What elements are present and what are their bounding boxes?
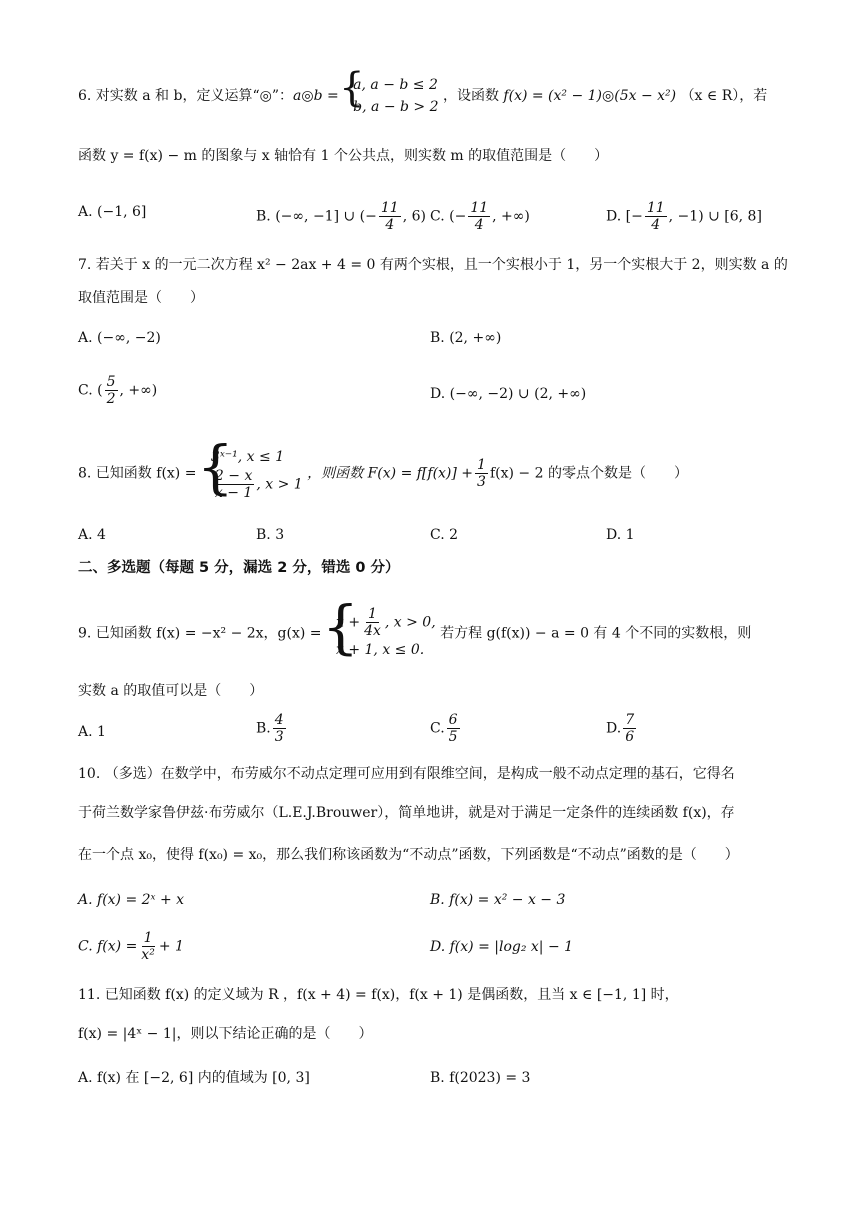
q6-d-frac-num: 11 (646, 200, 665, 216)
q8-third-num: 1 (477, 457, 486, 473)
q10-option-a[interactable]: A. f(x) = 2ˣ + x (78, 892, 185, 908)
q6-d-post: , −1) ∪ [6, 8] (668, 208, 762, 225)
q6-option-d[interactable] (606, 200, 762, 233)
q10-c-frac (139, 930, 157, 963)
q7-c-den: 2 (106, 391, 116, 407)
q10-c-num: 1 (143, 930, 153, 946)
q8-option-a[interactable]: A. 4 (78, 527, 106, 543)
q6-stem-b: ，设函数 (442, 88, 499, 104)
q7-c-pre: C. ( (78, 382, 103, 399)
q9-case1-post: , x > 0, (384, 614, 436, 631)
q9-option-c[interactable] (430, 712, 462, 745)
q10-line2: 于荷兰数学家鲁伊兹·布劳威尔（L.E.J.Brouwer），简单地讲，就是对于满足一定条件的连续函数 f(x)，存 (78, 805, 735, 821)
q6-c-pre: C. (− (430, 208, 467, 225)
q11-line2: f(x) = |4ˣ − 1|，则以下结论正确的是（ ） (78, 1026, 373, 1042)
q10-c-post: + 1 (158, 938, 184, 955)
q7-line2: 取值范围是（ ） (78, 290, 204, 306)
q9-c-label: C. (430, 720, 445, 737)
q9-b-den: 3 (274, 729, 284, 745)
q9-d-frac (623, 712, 636, 745)
q6-case-2: b, a − b > 2 (353, 99, 439, 115)
q6-case-1: { a, a − b ≤ 2 (353, 77, 438, 93)
q9-b-num: 4 (274, 712, 284, 728)
q9-option-d[interactable] (606, 712, 638, 745)
q8-third-den: 3 (477, 474, 486, 490)
q9-option-b[interactable] (256, 712, 288, 745)
q8-case-1: { 3ˣ⁻¹, x ≤ 1 (210, 449, 285, 465)
q6-d-pre: D. [− (606, 208, 643, 225)
q11-option-a[interactable]: A. f(x) 在 [−2, 6] 内的值域为 [0, 3] (78, 1070, 310, 1086)
q7-c-num: 5 (106, 374, 116, 390)
section-2-heading: 二、多选题（每题 5 分，漏选 2 分，错选 0 分） (78, 560, 400, 576)
q8-option-d[interactable]: D. 1 (606, 527, 635, 543)
q6-b-post: , 6) (402, 208, 426, 225)
q8-mid: ，则函数 F(x) = f[f(x)] + (307, 465, 474, 482)
q9-b-frac (273, 712, 286, 745)
q6-option-a[interactable]: A. (−1, 6] (78, 204, 147, 220)
q6-b-frac-num: 11 (380, 200, 399, 216)
q6-line2: 函数 y = f(x) − m 的图象与 x 轴恰有 1 个公共点，则实数 m 的取值范围是（ ） (78, 148, 609, 164)
q9-case1-pre: x + (335, 614, 361, 631)
q6-c-frac-den: 4 (474, 217, 484, 233)
q10-option-b[interactable]: B. f(x) = x² − x − 3 (430, 892, 566, 908)
q10-c-pre: C. f(x) = (78, 938, 138, 955)
q9-post: 若方程 g(f(x)) − a = 0 有 4 个不同的实数根，则 (440, 625, 752, 642)
q7-option-c[interactable] (78, 374, 157, 407)
q10-c-den: x² (141, 947, 155, 963)
q8-pre: 8. 已知函数 f(x) = (78, 465, 197, 482)
q9-case-2: x + 1, x ≤ 0. (335, 642, 425, 658)
q10-line3: 在一个点 x₀，使得 f(x₀) = x₀，那么我们称该函数为“不动点”函数，下列函数是“不动点”函数的是（ ） (78, 847, 739, 863)
q8-option-c[interactable]: C. 2 (430, 527, 459, 543)
q9-d-label: D. (606, 720, 622, 737)
q7-option-a[interactable]: A. (−∞, −2) (78, 330, 161, 346)
q9-c-frac (447, 712, 460, 745)
q9-option-a[interactable]: A. 1 (78, 724, 106, 740)
q6-stem-text: 6. 对实数 a 和 b，定义运算“◎”： (78, 88, 293, 104)
q6-domain: （x ∈ R），若 (680, 88, 768, 104)
q8-case2-den: x − 1 (214, 485, 253, 501)
q9-case1-den: 4x (364, 623, 381, 639)
q6-b-frac (379, 200, 401, 233)
q10-option-d[interactable]: D. f(x) = |log₂ x| − 1 (430, 939, 574, 955)
q7-c-frac (105, 374, 118, 407)
q9-cases (326, 606, 436, 661)
q6-b-pre: B. (−∞, −1] ∪ (− (256, 208, 377, 225)
q6-b-frac-den: 4 (385, 217, 395, 233)
q11-option-b[interactable]: B. f(2023) = 3 (430, 1070, 531, 1086)
q9-c-num: 6 (448, 712, 458, 728)
q9-pre: 9. 已知函数 f(x) = −x² − 2x，g(x) = (78, 625, 322, 642)
q6-option-c[interactable] (430, 200, 530, 233)
q7-option-b[interactable]: B. (2, +∞) (430, 330, 502, 346)
q8-post: f(x) − 2 的零点个数是（ ） (489, 465, 688, 482)
q11-line1: 11. 已知函数 f(x) 的定义域为 R ，f(x + 4) = f(x)，f(x + 1) 是偶函数，且当 x ∈ [−1, 1] 时， (78, 987, 679, 1003)
q8-cases (201, 446, 303, 501)
q7-line1: 7. 若关于 x 的一元二次方程 x² − 2ax + 4 = 0 有两个实根，且一个实根小于 1，另一个实根大于 2，则实数 a 的 (78, 257, 788, 273)
q6-def-cases (343, 74, 438, 118)
q9-d-den: 6 (625, 729, 635, 745)
q8-option-b[interactable]: B. 3 (256, 527, 285, 543)
q6-c-post: , +∞) (492, 208, 530, 225)
q6-d-frac-den: 4 (651, 217, 661, 233)
q9-d-num: 7 (625, 712, 635, 728)
q9-case-1 (336, 606, 436, 639)
q6-def-lhs: a◎b = (293, 88, 339, 104)
q8-case2-cond: , x > 1 (256, 476, 303, 493)
q8-case2-frac (213, 468, 254, 501)
q6-function: f(x) = (x² − 1)◎(5x − x²) (503, 88, 677, 104)
q10-line1: 10. （多选）在数学中，布劳威尔不动点定理可应用到有限维空间，是构成一般不动点定理的基石，它得名 (78, 766, 735, 782)
q6-stem (78, 74, 800, 118)
q7-option-d[interactable]: D. (−∞, −2) ∪ (2, +∞) (430, 386, 587, 402)
q6-option-b[interactable] (256, 200, 426, 233)
q6-c-frac (468, 200, 490, 233)
q10-option-c[interactable] (78, 930, 184, 963)
q8-stem (78, 446, 800, 501)
q9-case1-frac (362, 606, 383, 639)
q9-stem (78, 606, 800, 661)
q8-third-frac (475, 457, 488, 490)
q8-case2-num: 2 − x (214, 468, 253, 484)
q6-d-frac (645, 200, 667, 233)
q8-case-2 (211, 468, 303, 501)
q9-c-den: 5 (448, 729, 458, 745)
q6-c-frac-num: 11 (470, 200, 489, 216)
q9-case1-num: 1 (368, 606, 377, 622)
q9-b-label: B. (256, 720, 271, 737)
q9-line2: 实数 a 的取值可以是（ ） (78, 683, 264, 699)
q7-c-post: , +∞) (119, 382, 158, 399)
